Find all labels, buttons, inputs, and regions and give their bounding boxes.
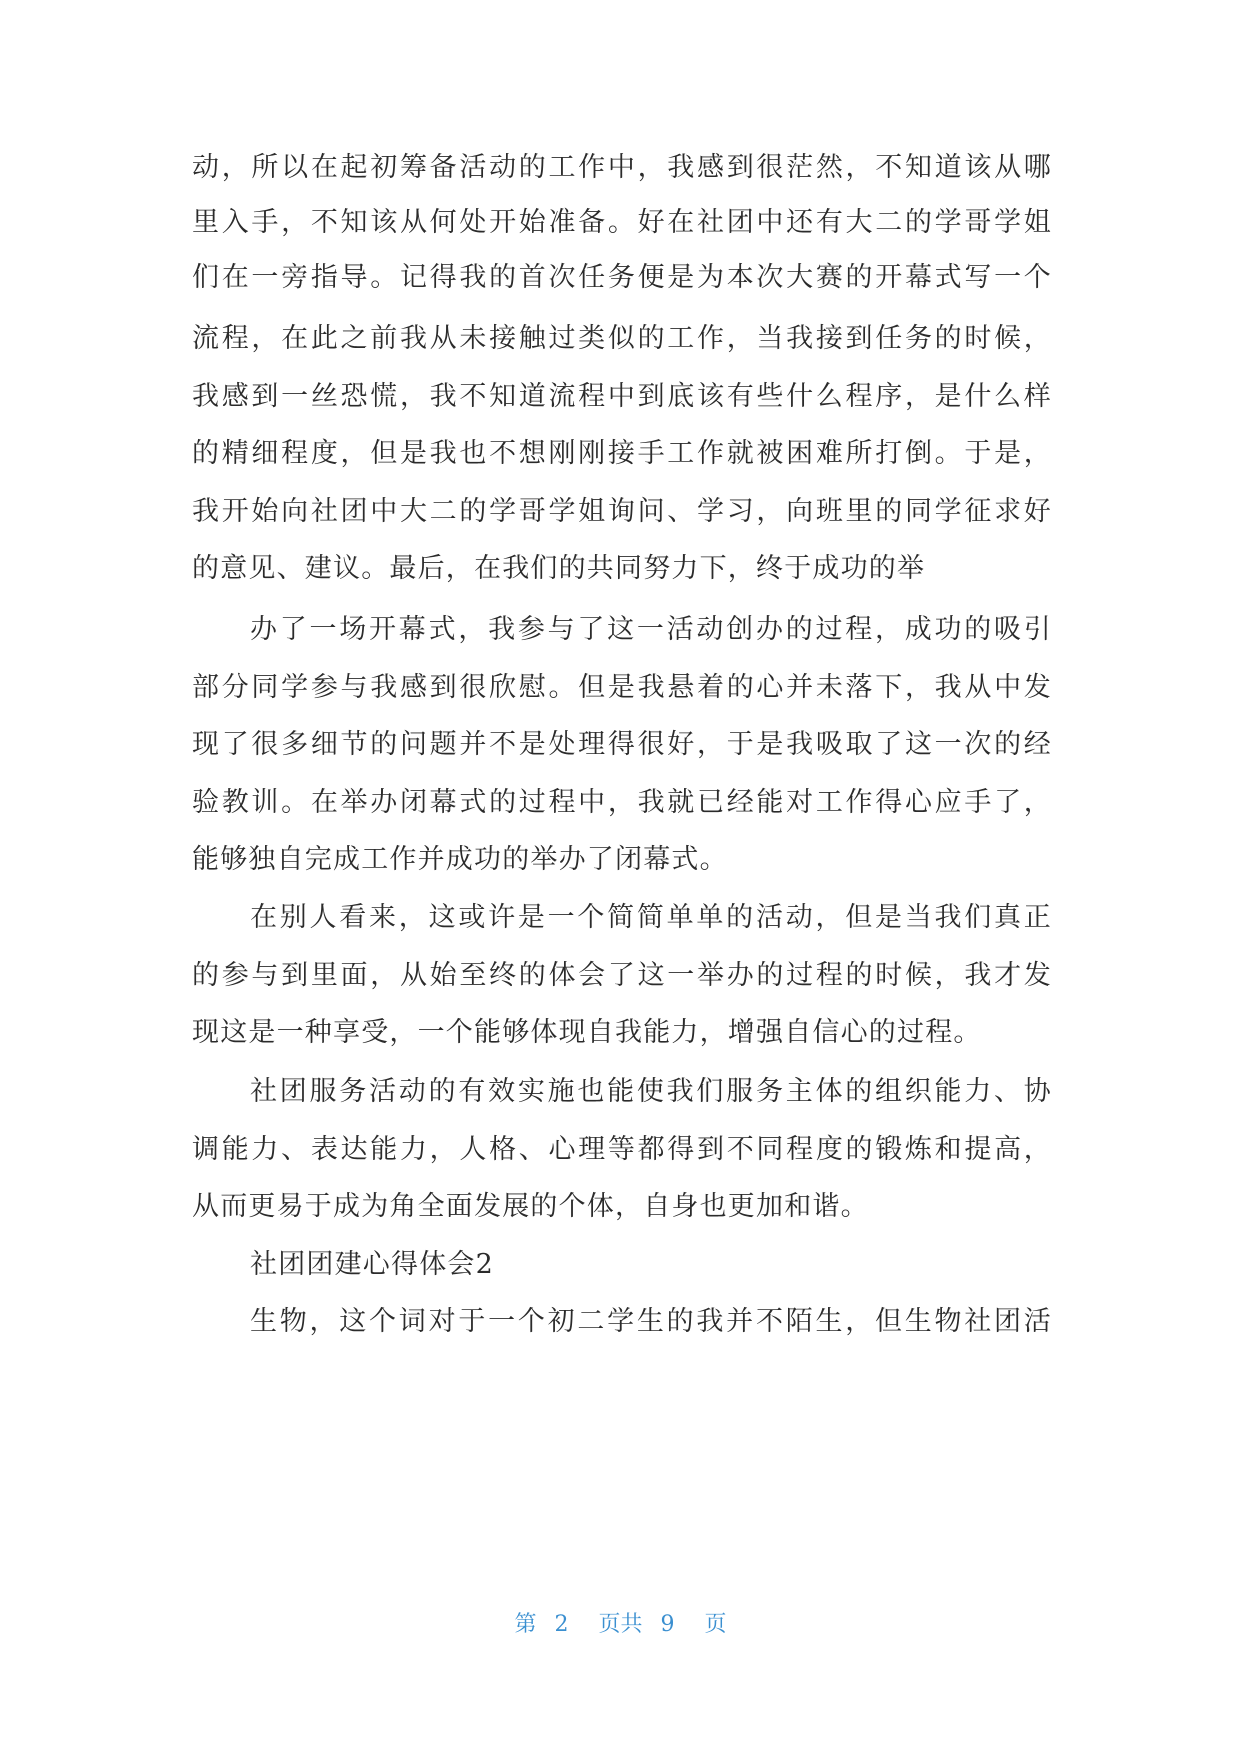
- footer-prefix: 第: [514, 1612, 537, 1637]
- text-line: 们在一旁指导。记得我的首次任务便是为本次大赛的开幕式写一个: [192, 262, 1052, 293]
- page-footer: [0, 1610, 1241, 1640]
- text-line: 部分同学参与我感到很欣慰。但是我悬着的心并未落下，我从中发: [192, 672, 1052, 703]
- paragraph-first-line: 生物，这个词对于一个初二学生的我并不陌生，但生物社团活: [250, 1306, 1052, 1337]
- text-line: 的意见、建议。最后，在我们的共同努力下，终于成功的举: [192, 553, 926, 584]
- footer-current-page: 2: [554, 1612, 569, 1637]
- paragraph-first-line: 办了一场开幕式，我参与了这一活动创办的过程，成功的吸引: [250, 614, 1052, 645]
- text-line: 现了很多细节的问题并不是处理得很好，于是我吸取了这一次的经: [192, 729, 1052, 760]
- text-line: 验教训。在举办闭幕式的过程中，我就已经能对工作得心应手了，: [192, 787, 1052, 818]
- footer-total-pages: 9: [660, 1612, 675, 1637]
- text-line: 从而更易于成为角全面发展的个体，自身也更加和谐。: [192, 1191, 869, 1222]
- text-line: 里入手，不知该从何处开始准备。好在社团中还有大二的学哥学姐: [192, 207, 1052, 238]
- text-line: 的参与到里面，从始至终的体会了这一举办的过程的时候，我才发: [192, 960, 1052, 991]
- footer-suffix: 页: [704, 1612, 727, 1637]
- text-line: 现这是一种享受，一个能够体现自我能力，增强自信心的过程。: [192, 1017, 982, 1048]
- text-line: 调能力、表达能力，人格、心理等都得到不同程度的锻炼和提高，: [192, 1134, 1052, 1165]
- text-line: 流程，在此之前我从未接触过类似的工作，当我接到任务的时候，: [192, 323, 1052, 354]
- paragraph-first-line: 社团服务活动的有效实施也能使我们服务主体的组织能力、协: [250, 1076, 1052, 1107]
- text-line: 能够独自完成工作并成功的举办了闭幕式。: [192, 844, 728, 875]
- footer-middle: 页共: [598, 1612, 643, 1637]
- text-line: 的精细程度，但是我也不想刚刚接手工作就被困难所打倒。于是，: [192, 438, 1052, 469]
- section-heading: 社团团建心得体会2: [250, 1249, 494, 1280]
- paragraph-first-line: 在别人看来，这或许是一个简简单单的活动，但是当我们真正: [250, 902, 1052, 933]
- text-line: 我感到一丝恐慌，我不知道流程中到底该有些什么程序，是什么样: [192, 381, 1052, 412]
- text-line: 我开始向社团中大二的学哥学姐询问、学习，向班里的同学征求好: [192, 496, 1052, 527]
- text-line: 动，所以在起初筹备活动的工作中，我感到很茫然，不知道该从哪: [192, 152, 1052, 183]
